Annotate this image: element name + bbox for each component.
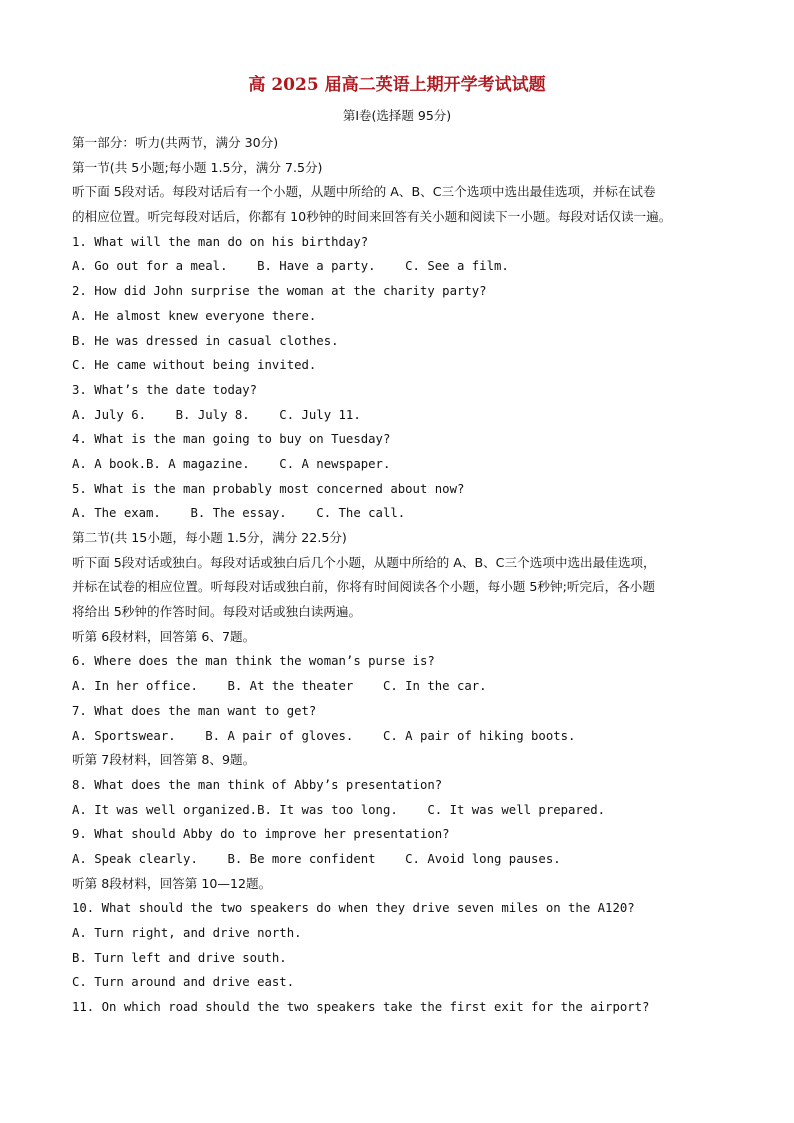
text-line: 5. What is the man probably most concerned about now? bbox=[72, 481, 465, 496]
text-line: 听下面 5段对话或独白。每段对话或独白后几个小题，从题中所给的 A、B、C三个选项中选出最佳选项， bbox=[72, 554, 656, 570]
text-line: 并标在试卷的相应位置。听每段对话或独白前，你将有时间阅读各个小题，每小题 5秒钟;听完后，各小题 bbox=[72, 579, 655, 595]
text-line: A. The exam. B. The essay. C. The call. bbox=[72, 506, 406, 521]
text-line: 7. What does the man want to get? bbox=[72, 703, 317, 718]
question-text bbox=[72, 131, 732, 1020]
section-heading: 第Ⅰ卷(选择题 95分) bbox=[342, 108, 452, 123]
text-line: A. Speak clearly. B. Be more confident C. Avoid long pauses. bbox=[72, 851, 561, 866]
text-line: C. He came without being invited. bbox=[72, 358, 317, 373]
text-line: 2. How did John surprise the woman at the charity party? bbox=[72, 284, 487, 299]
text-line: B. He was dressed in casual clothes. bbox=[72, 333, 339, 348]
text-line: A. July 6. B. July 8. C. July 11. bbox=[72, 407, 361, 422]
text-line: A. A book.B. A magazine. C. A newspaper. bbox=[72, 456, 391, 471]
text-line: A. He almost knew everyone there. bbox=[72, 308, 317, 323]
text-line: 将给出 5秒钟的作答时间。每段对话或独白读两遍。 bbox=[72, 604, 362, 620]
text-line: 3. What’s the date today? bbox=[72, 382, 258, 397]
text-line: 6. Where does the man think the woman’s purse is? bbox=[72, 654, 435, 669]
text-line: A. In her office. B. At the theater C. In the car. bbox=[72, 679, 487, 694]
text-line: A. Go out for a meal. B. Have a party. C. See a film. bbox=[72, 259, 509, 274]
text-line: 第一节(共 5小题;每小题 1.5分，满分 7.5分) bbox=[72, 159, 323, 175]
text-line: A. Sportswear. B. A pair of gloves. C. A pair of hiking boots. bbox=[72, 728, 576, 743]
text-line: 9. What should Abby do to improve her presentation? bbox=[72, 827, 450, 842]
text-line: 听第 7段材料，回答第 8、9题。 bbox=[72, 752, 256, 768]
text-line: A. It was well organized.B. It was too long. C. It was well prepared. bbox=[72, 802, 606, 817]
text-line: 1. What will the man do on his birthday? bbox=[72, 234, 369, 249]
text-line: 第一部分：听力(共两节，满分 30分) bbox=[72, 135, 279, 150]
exam-title: 高 2025 届高二英语上期开学考试试题 bbox=[248, 75, 546, 95]
text-line: 听下面 5段对话。每段对话后有一个小题，从题中所给的 A、B、C三个选项中选出最佳选项，并标在试卷 bbox=[72, 184, 656, 200]
text-line: 听第 6段材料，回答第 6、7题。 bbox=[72, 628, 256, 644]
text-line: 11. On which road should the two speakers take the first exit for the airport? bbox=[72, 1000, 650, 1015]
text-line: 听第 8段材料，回答第 10—12题。 bbox=[72, 875, 272, 891]
text-line: 10. What should the two speakers do when they drive seven miles on the A120? bbox=[72, 901, 635, 916]
text-line: 4. What is the man going to buy on Tuesday? bbox=[72, 432, 391, 447]
text-line: 第二节(共 15小题，每小题 1.5分，满分 22.5分) bbox=[72, 530, 347, 545]
text-line: C. Turn around and drive east. bbox=[72, 975, 295, 990]
text-line: B. Turn left and drive south. bbox=[72, 950, 287, 965]
text-line: 的相应位置。听完每段对话后，你都有 10秒钟的时间来回答有关小题和阅读下一小题。每段对话仅读一遍。 bbox=[72, 209, 672, 225]
text-line: A. Turn right, and drive north. bbox=[72, 926, 302, 940]
text-line: 8. What does the man think of Abby’s presentation? bbox=[72, 777, 443, 792]
